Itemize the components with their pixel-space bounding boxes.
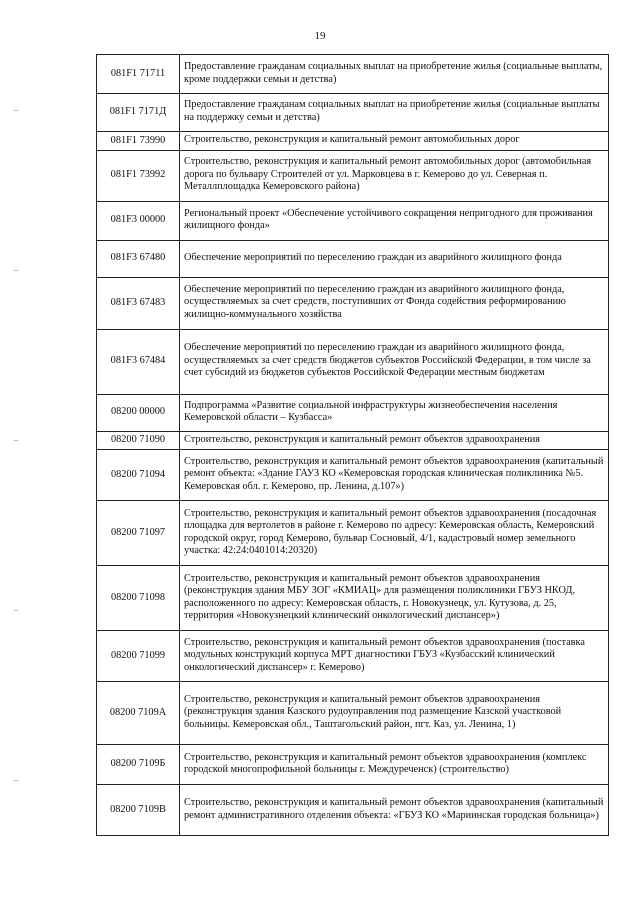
row-code: 08200 7109В [97,785,180,836]
table-row [97,201,609,240]
table-row [97,394,609,431]
table-row [97,431,609,450]
row-description: Предоставление гражданам социальных выплат на приобретение жилья (социальные выплаты на поддержку семьи и детства) [180,94,609,132]
row-code: 081F3 67480 [97,240,180,277]
row-code: 08200 00000 [97,394,180,431]
budget-classification-table [96,54,609,836]
row-code: 08200 71099 [97,631,180,682]
row-code: 081F3 67484 [97,329,180,394]
table-row [97,240,609,277]
table-row [97,566,609,631]
table-row [97,94,609,132]
row-description: Строительство, реконструкция и капитальный ремонт объектов здравоохранения (поставка модульных конструкций корпуса МРТ диагностики ГБУЗ «Кузбасский клинический онкологический диспансер» г. Кемерово) [180,631,609,682]
table-body [97,55,609,836]
row-description: Обеспечение мероприятий по переселению граждан из аварийного жилищного фонда, осуществляемых за счет средств, поступивших от Фонда содействия реформированию жилищно-коммунального хозяйства [180,277,609,329]
row-code: 08200 71097 [97,501,180,566]
table-row [97,450,609,501]
row-description: Строительство, реконструкция и капитальный ремонт объектов здравоохранения (реконструкция здания Казского рудоуправления под размещение Казской участковой больницы. Кемеровская обл., Таштагольский район, пгт. Каз, ул. Ленина, 1) [180,682,609,745]
table-row [97,785,609,836]
row-description: Обеспечение мероприятий по переселению граждан из аварийного жилищного фонда [180,240,609,277]
row-code: 08200 7109А [97,682,180,745]
table-row [97,745,609,785]
row-description: Строительство, реконструкция и капитальный ремонт объектов здравоохранения (капитальный ремонт административного отделения объекта: «ГБУЗ КО «Мариинская городская больница») [180,785,609,836]
table-row [97,329,609,394]
row-description: Строительство, реконструкция и капитальный ремонт автомобильных дорог (автомобильная дорога по бульвару Строителей от ул. Марковцева в г. Кемерово до ул. Северная п. Металлплощадка Кемеровского района) [180,150,609,201]
row-description: Строительство, реконструкция и капитальный ремонт объектов здравоохранения (посадочная площадка для вертолетов в районе г. Кемерово по адресу: Кемеровская область, Кемеровский городской округ, город Кемерово, бульвар Сосновый, 4/1, кадастровый номер земельного участка: 42:24:0401014:20320) [180,501,609,566]
row-code: 081F1 7171Д [97,94,180,132]
row-code: 08200 71098 [97,566,180,631]
table-row [97,55,609,94]
row-code: 081F1 71711 [97,55,180,94]
row-code: 081F1 73992 [97,150,180,201]
row-description: Обеспечение мероприятий по переселению граждан из аварийного жилищного фонда, осуществляемых за счет средств бюджетов субъектов Российской Федерации, в том числе за счет субсидий из бюджетов субъектов Российской Федерации местным бюджетам [180,329,609,394]
row-description: Строительство, реконструкция и капитальный ремонт объектов здравоохранения (капитальный ремонт объекта: «Здание ГАУЗ КО «Кемеровская городская клиническая поликлиника №5. Кемеровская обл. г. Кемерово, пр. Ленина, д.107») [180,450,609,501]
table-row [97,501,609,566]
row-code: 081F3 67483 [97,277,180,329]
row-description: Строительство, реконструкция и капитальный ремонт объектов здравоохранения [180,431,609,450]
row-code: 081F3 00000 [97,201,180,240]
row-description: Предоставление гражданам социальных выплат на приобретение жилья (социальные выплаты, кроме поддержки семьи и детства) [180,55,609,94]
table-row [97,682,609,745]
table-row [97,132,609,151]
table-row [97,150,609,201]
row-code: 08200 71090 [97,431,180,450]
row-description: Строительство, реконструкция и капитальный ремонт объектов здравоохранения (комплекс городской многопрофильной больницы г. Междуреченск) (строительство) [180,745,609,785]
table-row [97,277,609,329]
row-code: 08200 71094 [97,450,180,501]
row-description: Региональный проект «Обеспечение устойчивого сокращения непригодного для проживания жилищного фонда» [180,201,609,240]
page-number: 19 [314,30,326,42]
row-description: Строительство, реконструкция и капитальный ремонт автомобильных дорог [180,132,609,151]
row-description: Строительство, реконструкция и капитальный ремонт объектов здравоохранения (реконструкция здания МБУ ЗОГ «КМИАЦ» для размещения поликлиники ГБУЗ НКОД, расположенного по адресу: Кемеровская область, г. Новокузнецк, ул. Кутузова, д. 25, территория «Новокузнецкий клинический онкологический диспансер») [180,566,609,631]
margin-scan-marks [14,0,24,905]
table-row [97,631,609,682]
row-code: 081F1 73990 [97,132,180,151]
row-code: 08200 7109Б [97,745,180,785]
row-description: Подпрограмма «Развитие социальной инфраструктуры жизнеобеспечения населения Кемеровской области – Кузбасса» [180,394,609,431]
